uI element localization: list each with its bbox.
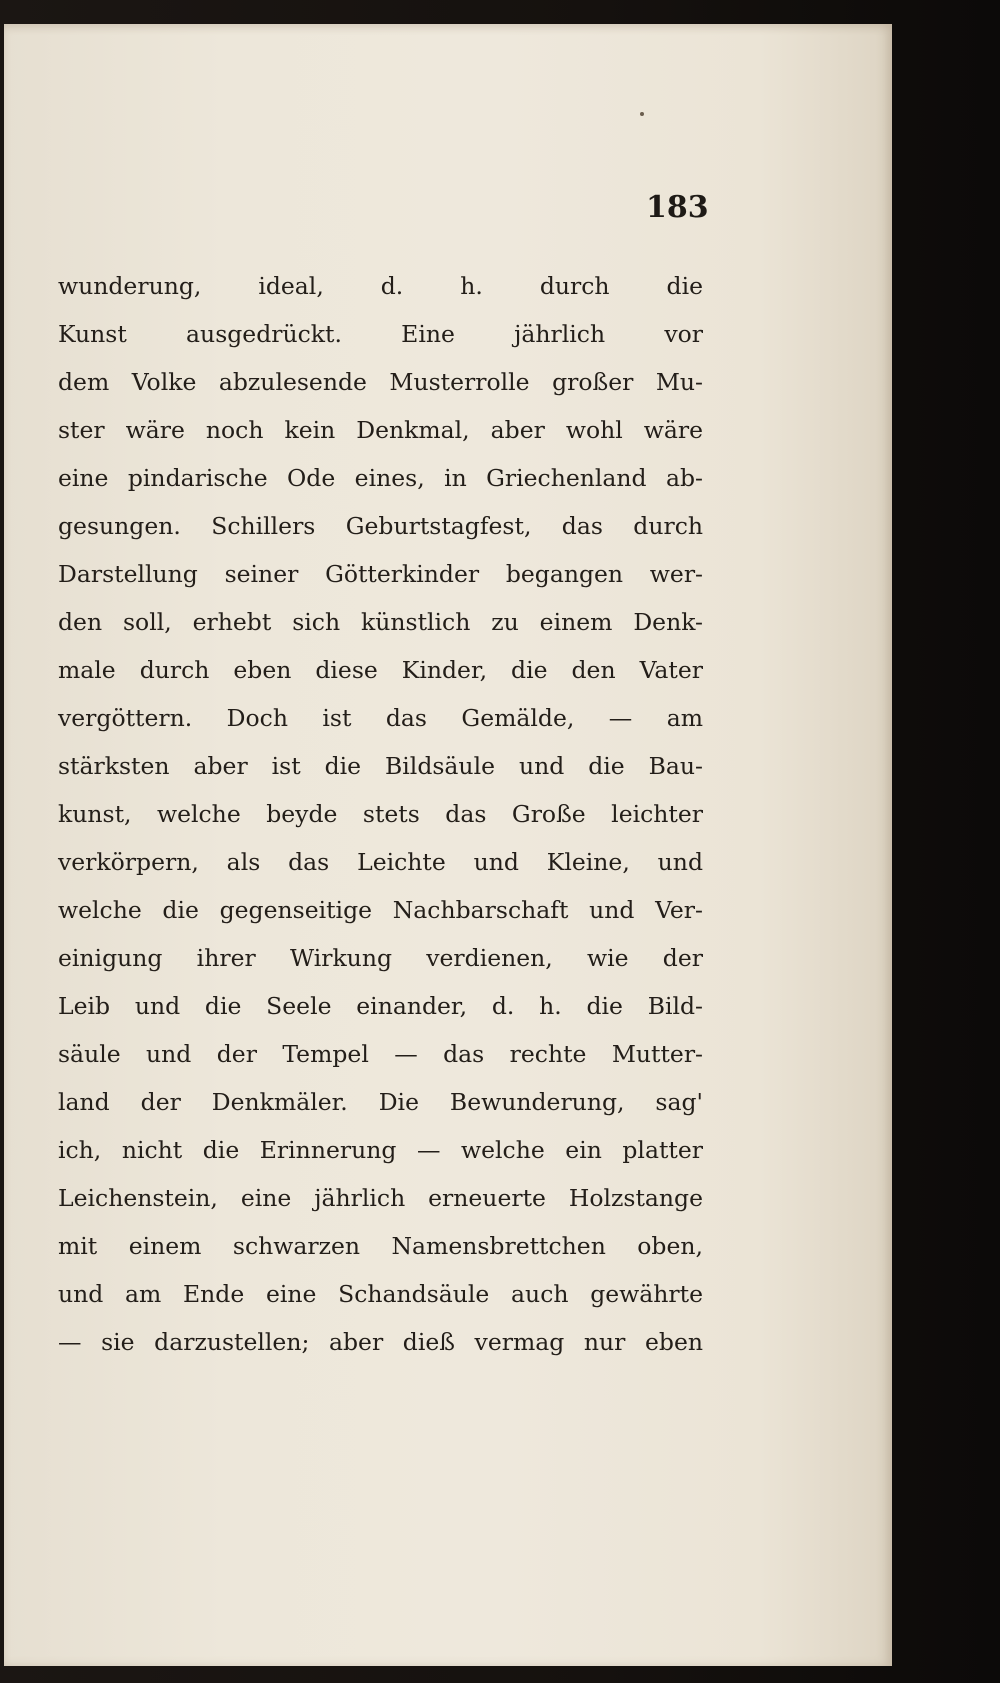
- text-line: säule und der Tempel — das rechte Mutter-: [58, 1040, 703, 1068]
- text-line: male durch eben diese Kinder, die den Vater: [58, 656, 703, 684]
- page-number: 183: [646, 190, 709, 225]
- text-line: einigung ihrer Wirkung verdienen, wie der: [58, 944, 703, 972]
- text-line: dem Volke abzulesende Musterrolle großer Mu-: [58, 368, 703, 396]
- text-line: eine pindarische Ode eines, in Griechenland ab-: [58, 464, 703, 492]
- book-page: [4, 24, 892, 1666]
- text-line: gesungen. Schillers Geburtstagfest, das durch: [58, 512, 703, 540]
- text-line: land der Denkmäler. Die Bewunderung, sag': [58, 1088, 703, 1116]
- text-line: mit einem schwarzen Namensbrettchen oben,: [58, 1232, 703, 1260]
- text-line: welche die gegenseitige Nachbarschaft und Ver-: [58, 896, 703, 924]
- text-line: verkörpern, als das Leichte und Kleine, und: [58, 848, 703, 876]
- text-line: ich, nicht die Erinnerung — welche ein platter: [58, 1136, 703, 1164]
- text-line: Darstellung seiner Götterkinder begangen wer-: [58, 560, 703, 588]
- text-line: Leichenstein, eine jährlich erneuerte Holzstange: [58, 1184, 703, 1212]
- body-text: [58, 262, 703, 1366]
- text-line: ster wäre noch kein Denkmal, aber wohl wäre: [58, 416, 703, 444]
- text-line: — sie darzustellen; aber dieß vermag nur eben: [58, 1328, 703, 1356]
- text-line: kunst, welche beyde stets das Große leichter: [58, 800, 703, 828]
- text-line: den soll, erhebt sich künstlich zu einem Denk-: [58, 608, 703, 636]
- text-line: Leib und die Seele einander, d. h. die Bild-: [58, 992, 703, 1020]
- text-line: stärksten aber ist die Bildsäule und die Bau-: [58, 752, 703, 780]
- text-line: vergöttern. Doch ist das Gemälde, — am: [58, 704, 703, 732]
- text-line: wunderung, ideal, d. h. durch die: [58, 272, 703, 300]
- text-line: und am Ende eine Schandsäule auch gewährte: [58, 1280, 703, 1308]
- paper-speck: [640, 112, 644, 116]
- text-line: Kunst ausgedrückt. Eine jährlich vor: [58, 320, 703, 348]
